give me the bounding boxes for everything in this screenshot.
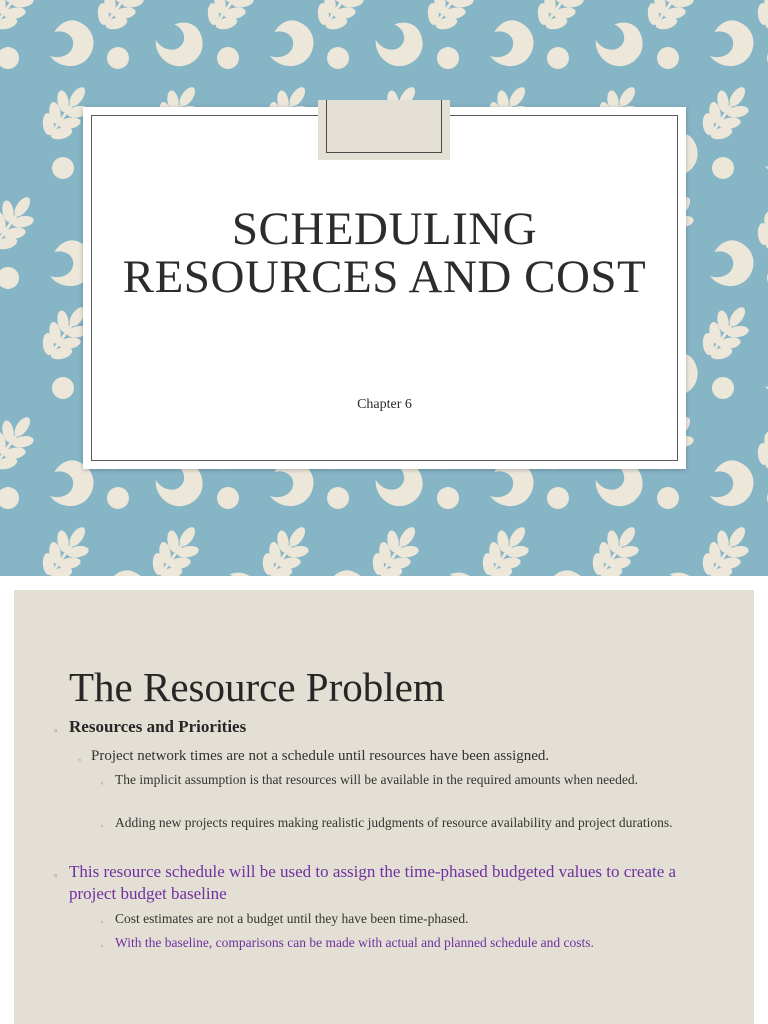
pattern-dot	[0, 47, 19, 69]
pattern-dot	[547, 47, 569, 69]
bullet-level3	[100, 771, 675, 789]
swirl-shape	[370, 15, 431, 74]
pattern-dot	[107, 47, 129, 69]
bullet-text: Adding new projects requires making realistic judgments of resource availability and project durations.	[115, 815, 673, 830]
pattern-dot	[547, 487, 569, 509]
swirl-shape	[45, 15, 100, 73]
bullet-text: With the baseline, comparisons can be made with actual and planned schedule and costs.	[115, 935, 594, 950]
pattern-dot	[327, 487, 349, 509]
bullet-circle-icon: ◦	[77, 756, 82, 765]
bullet-text: Project network times are not a schedule until resources have been assigned.	[91, 748, 550, 764]
bullet-level3	[100, 910, 675, 928]
pattern-dot	[52, 157, 74, 179]
swirl-shape	[645, 565, 706, 576]
bullet-level2	[77, 747, 550, 766]
leaf-sprig	[416, 0, 485, 40]
pattern-dot	[712, 377, 734, 399]
leaf-sprig	[526, 0, 595, 40]
leaf-sprig	[636, 0, 705, 40]
slide-subtitle: Chapter 6	[357, 397, 412, 412]
pattern-dot	[657, 47, 679, 69]
leaf-sprig	[581, 516, 650, 576]
pattern-dot	[437, 487, 459, 509]
pattern-dot	[0, 267, 19, 289]
bullet-circle-icon: ◦	[53, 872, 59, 882]
swirl-shape	[100, 565, 155, 576]
swirl-shape	[485, 15, 540, 73]
pattern-dot	[217, 487, 239, 509]
swirl-shape	[705, 15, 760, 73]
swirl-shape	[705, 455, 760, 513]
content-slide	[14, 590, 754, 1024]
pattern-dot	[0, 487, 19, 509]
swirl-shape	[205, 565, 266, 576]
pattern-dot	[107, 487, 129, 509]
bullet-circle-icon: ◦	[100, 943, 105, 951]
swirl-shape	[540, 565, 595, 576]
leaf-sprig	[0, 406, 46, 480]
bullet-circle-icon: ◦	[53, 727, 59, 737]
swirl-shape	[760, 125, 768, 183]
slide-title	[83, 205, 686, 301]
leaf-sprig	[691, 296, 760, 370]
pattern-dot	[217, 47, 239, 69]
slide-title-line1: SCHEDULING	[231, 203, 538, 255]
swirl-shape	[425, 565, 486, 576]
pattern-dot	[52, 377, 74, 399]
bullet-text: Cost estimates are not a budget until they have been time-phased.	[115, 911, 469, 926]
leaf-sprig	[306, 0, 375, 40]
leaf-sprig	[361, 516, 430, 576]
bullet-level3	[100, 934, 675, 952]
leaf-sprig	[746, 186, 768, 260]
title-card	[83, 107, 686, 469]
swirl-shape	[760, 565, 768, 576]
bullet-level1	[53, 716, 247, 738]
swirl-shape	[590, 15, 651, 74]
bullet-level1	[53, 861, 689, 905]
leaf-sprig	[86, 0, 155, 40]
bullet-circle-icon: ◦	[100, 823, 105, 831]
bullet-level3	[100, 814, 675, 832]
leaf-sprig	[691, 516, 760, 576]
slide-title-line2: RESOURCES AND COST	[122, 251, 647, 303]
bullet-circle-icon: ◦	[100, 780, 105, 788]
leaf-sprig	[31, 516, 100, 576]
leaf-sprig	[471, 516, 540, 576]
bullet-text: Resources and Priorities	[69, 717, 247, 736]
leaf-sprig	[0, 0, 46, 40]
leaf-sprig	[0, 186, 46, 260]
bullet-text: This resource schedule will be used to assign the time-phased budgeted values to create a project budget baseline	[69, 862, 677, 903]
pattern-dot	[657, 487, 679, 509]
swirl-shape	[150, 15, 211, 74]
bullet-text: The implicit assumption is that resources will be available in the required amounts when needed.	[115, 772, 638, 787]
leaf-sprig	[141, 516, 210, 576]
leaf-sprig	[746, 406, 768, 480]
pattern-dot	[712, 157, 734, 179]
swirl-shape	[265, 15, 320, 73]
pattern-dot	[327, 47, 349, 69]
swirl-shape	[705, 235, 760, 293]
leaf-sprig	[251, 516, 320, 576]
pattern-dot	[437, 47, 459, 69]
leaf-sprig	[691, 76, 760, 150]
bullet-circle-icon: ◦	[100, 919, 105, 927]
swirl-shape	[760, 345, 768, 403]
decorative-tab-inner	[326, 100, 442, 153]
swirl-shape	[320, 565, 375, 576]
slide-heading: The Resource Problem	[69, 664, 445, 710]
decorative-tab	[318, 100, 450, 160]
leaf-sprig	[196, 0, 265, 40]
